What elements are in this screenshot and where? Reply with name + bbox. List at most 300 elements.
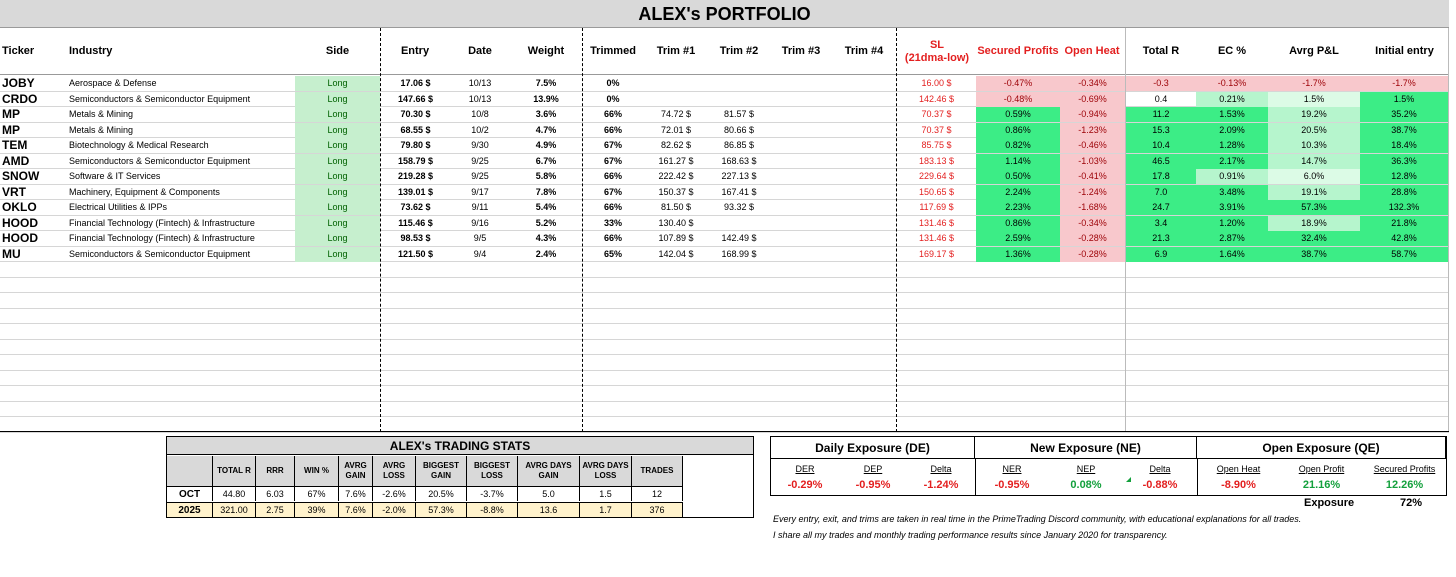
cell-secured[interactable]: 0.82% [976,138,1060,153]
stats-header: TOTAL R [213,456,256,486]
header-side[interactable]: Side [325,45,350,57]
table-row [0,92,1449,108]
stats-title: ALEX's TRADING STATS [167,437,753,455]
footer-note-1: Every entry, exit, and trims are taken in real time in the PrimeTrading Discord community, with educational explanations for all trades. [773,514,1302,524]
cell-total-r[interactable]: 0.4 [1154,93,1168,104]
cell-secured[interactable]: 2.59% [976,231,1060,246]
exposure-item-label: NER [1002,464,1022,474]
cell-industry[interactable]: Software & IT Services [69,171,161,181]
table-row [0,386,1449,402]
cell-ticker[interactable]: CRDO [2,91,38,106]
cell-side[interactable]: Long [295,200,380,215]
cell-avg-pl[interactable]: 19.2% [1268,107,1360,122]
cell-ec[interactable]: 3.91% [1196,200,1268,215]
exposure-item-value: -0.95% [994,479,1030,491]
cell-trimmed[interactable]: 65% [603,248,622,259]
cell-initial[interactable]: 42.8% [1360,231,1448,246]
stats-row-label: OCT [167,486,213,501]
table-row [0,324,1449,340]
cell-trim1[interactable]: 130.40 $ [658,217,694,228]
cell-trim1[interactable]: 161.27 $ [658,155,694,166]
table-row [0,340,1449,356]
cell-trim1[interactable]: 150.37 $ [658,186,694,197]
trading-stats-panel [166,436,754,518]
table-row [0,138,1449,154]
cell-weight[interactable]: 7.8% [535,186,557,197]
cell-secured[interactable]: 0.86% [976,123,1060,138]
cell-side[interactable]: Long [295,107,380,122]
header-ticker[interactable]: Ticker [2,45,35,57]
stats-value: 5.0 [518,486,580,501]
stats-row-label: 2025 [167,502,213,517]
header-open-heat[interactable]: Open Heat [1064,45,1120,57]
cell-initial[interactable]: -1.7% [1360,76,1448,91]
cell-trim2[interactable] [708,92,770,107]
cell-industry[interactable]: Financial Technology (Fintech) & Infrastructure [69,233,255,243]
cell-initial[interactable]: 35.2% [1360,107,1448,122]
cell-side[interactable]: Long [295,169,380,184]
exposure-item-value: -8.90% [1221,479,1256,491]
table-row [0,154,1449,170]
cell-weight[interactable]: 5.2% [535,217,557,228]
stats-header: TRADES [632,456,683,486]
table-row [0,231,1449,247]
header-secured-profits[interactable]: Secured Profits [977,45,1059,57]
cell-initial[interactable]: 58.7% [1360,247,1448,262]
cell-industry[interactable]: Metals & Mining [69,109,134,119]
cell-avg-pl[interactable]: 57.3% [1268,200,1360,215]
cell-side[interactable]: Long [295,154,380,169]
cell-entry[interactable]: 158.79 $ [397,155,434,166]
cell-trimmed[interactable]: 67% [603,140,622,150]
cell-weight[interactable]: 13.9% [533,93,559,104]
table-row [0,371,1449,387]
cell-secured[interactable]: 2.24% [976,185,1060,200]
cell-industry[interactable]: Aerospace & Defense [69,78,157,88]
cell-side[interactable]: Long [295,123,380,138]
stats-header: RRR [256,456,295,486]
cell-trim2[interactable]: 168.99 $ [721,248,757,259]
cell-trimmed[interactable]: 67% [603,155,622,166]
cell-date[interactable]: 9/30 [471,140,489,150]
cell-open-heat[interactable]: -0.34% [1060,76,1125,91]
exposure-item-label: Secured Profits [1373,464,1436,474]
cell-secured[interactable]: 2.23% [976,200,1060,215]
cell-trimmed[interactable]: 66% [603,233,622,243]
cell-side[interactable]: Long [295,92,380,107]
cell-initial[interactable]: 132.3% [1360,200,1448,215]
cell-sl[interactable]: 229.64 $ [918,171,955,181]
exposure-item-label: Delta [1149,464,1171,474]
cell-sl[interactable]: 70.37 $ [921,124,952,135]
cell-open-heat[interactable]: -1.03% [1060,154,1125,169]
cell-side[interactable]: Long [295,231,380,246]
cell-ticker[interactable]: VRT [2,184,26,199]
cell-trim1[interactable] [644,76,708,91]
cell-total-r[interactable]: 10.4 [1126,138,1196,153]
cell-trim2[interactable] [708,76,770,91]
stats-value: 6.03 [256,486,295,501]
cell-total-r[interactable]: 21.3 [1126,231,1196,246]
header-trimmed[interactable]: Trimmed [590,45,636,57]
cell-ec[interactable]: 1.28% [1196,138,1268,153]
stats-value: 2.75 [256,502,295,517]
cell-initial[interactable]: 21.8% [1360,216,1448,231]
cell-total-r[interactable]: 11.2 [1126,107,1196,122]
cell-trimmed[interactable]: 66% [603,202,622,212]
cell-total-r[interactable]: 46.5 [1126,154,1196,169]
cell-trimmed[interactable]: 0% [606,78,620,88]
exposure-group-title: New Exposure (NE) [975,437,1197,459]
header-date[interactable]: Date [468,45,492,57]
cell-sl[interactable]: 70.37 $ [921,109,952,119]
cell-industry[interactable]: Financial Technology (Fintech) & Infrastructure [69,217,255,228]
cell-trim2[interactable]: 167.41 $ [721,186,757,197]
cell-trim2[interactable]: 80.66 $ [723,124,755,135]
cell-ticker[interactable]: AMD [2,153,30,168]
cell-entry[interactable]: 79.80 $ [400,140,431,150]
stats-value: 13.6 [518,502,580,517]
cell-trim1[interactable]: 74.72 $ [660,109,692,119]
cell-entry[interactable]: 98.53 $ [400,233,431,243]
cell-sl[interactable]: 142.46 $ [918,93,955,104]
cell-ec[interactable]: 3.48% [1196,185,1268,200]
cell-entry[interactable]: 121.50 $ [397,248,434,259]
cell-total-r[interactable]: 17.8 [1126,169,1196,184]
stats-header: BIGGEST LOSS [467,456,518,486]
header-weight[interactable]: Weight [527,45,565,57]
exposure-item-label: Open Profit [1298,464,1345,474]
cell-sl[interactable]: 131.46 $ [918,217,955,228]
stats-corner [167,456,213,486]
cell-sl[interactable]: 169.17 $ [918,248,955,259]
header-sl-line1: SL [929,38,945,51]
cell-open-heat[interactable]: -0.28% [1060,247,1125,262]
cell-trim2[interactable]: 227.13 $ [721,171,757,181]
cell-ticker[interactable]: SNOW [2,169,40,183]
stats-header: AVRG LOSS [373,456,416,486]
table-row [0,200,1449,216]
header-industry[interactable]: Industry [69,45,113,57]
cell-entry[interactable]: 139.01 $ [397,186,434,197]
cell-side[interactable]: Long [295,185,380,200]
exposure-item-label: Delta [930,464,952,474]
cell-industry[interactable]: Biotechnology & Medical Research [69,140,209,150]
cell-open-heat[interactable]: -1.23% [1060,123,1125,138]
cell-total-r[interactable]: 15.3 [1126,123,1196,138]
table-row [0,185,1449,201]
stats-value: 12 [632,486,683,501]
stats-value: -2.0% [373,502,416,517]
cell-entry[interactable]: 73.62 $ [400,202,431,212]
cell-secured[interactable]: 1.14% [976,154,1060,169]
cell-open-heat[interactable]: -0.41% [1060,169,1125,184]
cell-total-r[interactable]: -0.3 [1126,76,1196,91]
cell-total-r[interactable]: 24.7 [1126,200,1196,215]
cell-open-heat[interactable]: -1.24% [1060,185,1125,200]
exposure-item-label: Open Heat [1216,464,1261,474]
cell-industry[interactable]: Semiconductors & Semiconductor Equipment [69,155,251,166]
cell-secured[interactable]: 0.86% [976,216,1060,231]
stats-value: 1.5 [580,486,632,501]
cell-initial[interactable]: 38.7% [1360,123,1448,138]
cell-total-r[interactable]: 6.9 [1126,247,1196,262]
stats-value: 1.7 [580,502,632,517]
header-trim4[interactable]: Trim #4 [844,45,884,57]
cell-side[interactable]: Long [295,216,380,231]
cell-total-r[interactable]: 3.4 [1126,216,1196,231]
header-entry[interactable]: Entry [400,45,430,57]
cell-ticker[interactable]: MP [2,122,20,137]
stats-value: 376 [632,502,683,517]
cell-weight[interactable]: 4.3% [535,233,557,243]
stats-header: WIN % [295,456,339,486]
table-row [0,293,1449,309]
exposure-item-value: 12.26% [1385,479,1424,491]
cell-entry[interactable]: 17.06 $ [400,78,431,88]
header-trim3[interactable]: Trim #3 [781,45,821,57]
exposure-group-title: Daily Exposure (DE) [771,437,975,459]
table-row [0,278,1449,294]
stats-value: 7.6% [339,486,373,501]
stats-value: 7.6% [339,502,373,517]
cell-total-r[interactable]: 7.0 [1126,185,1196,200]
cell-ec[interactable]: 1.20% [1196,216,1268,231]
cell-initial[interactable]: 12.8% [1360,169,1448,184]
cell-date[interactable]: 9/16 [471,217,489,228]
cell-secured[interactable]: -0.47% [976,76,1060,91]
cell-date[interactable]: 9/5 [473,233,487,243]
cell-ec[interactable]: 0.21% [1196,92,1268,107]
header-initial-entry[interactable]: Initial entry [1375,45,1434,57]
cell-weight[interactable]: 4.9% [535,140,557,150]
cell-sl[interactable]: 117.69 $ [919,202,954,212]
cell-ticker[interactable]: TEM [2,138,28,152]
table-row [0,309,1449,325]
cell-ec[interactable]: 1.53% [1196,107,1268,122]
page-title: ALEX's PORTFOLIO [0,0,1449,28]
table-row [0,107,1449,123]
cell-trimmed[interactable]: 67% [603,186,622,197]
header-total-r[interactable]: Total R [1142,45,1180,57]
cell-weight[interactable]: 6.7% [535,155,557,166]
cell-ec[interactable]: 0.91% [1196,169,1268,184]
cell-secured[interactable]: 0.50% [976,169,1060,184]
cell-avg-pl[interactable]: -1.7% [1268,76,1360,91]
cell-trimmed[interactable]: 66% [603,171,622,181]
exposure-item-value: -0.88% [1142,479,1178,491]
positions-table [0,76,1449,433]
cell-industry[interactable]: Machinery, Equipment & Components [69,186,220,197]
exposure-item-value: 0.08% [1070,479,1102,491]
exposure-item-label: NEP [1076,464,1096,474]
column-divider [1448,28,1449,432]
exposure-group-title: Open Exposure (QE) [1197,437,1446,459]
cell-avg-pl[interactable]: 1.5% [1268,92,1360,107]
cell-ec[interactable]: 2.17% [1196,154,1268,169]
cell-secured[interactable]: 0.59% [976,107,1060,122]
cell-date[interactable]: 10/2 [471,124,489,135]
cell-weight[interactable]: 4.7% [535,124,557,135]
cell-trim1[interactable]: 222.42 $ [658,171,694,181]
cell-sl[interactable]: 16.00 $ [921,78,952,88]
cell-industry[interactable]: Semiconductors & Semiconductor Equipment [69,93,251,104]
cell-ticker[interactable]: HOOD [2,231,38,245]
cell-date[interactable]: 10/13 [468,93,492,104]
header-trim2[interactable]: Trim #2 [719,45,759,57]
exposure-item-label: DER [795,464,815,474]
cell-side[interactable]: Long [295,138,380,153]
cell-trimmed[interactable]: 0% [606,93,620,104]
cell-trim2[interactable]: 142.49 $ [721,233,757,243]
cell-entry[interactable]: 219.28 $ [397,171,434,181]
cell-trim2[interactable]: 86.85 $ [723,140,755,150]
cell-trim1[interactable] [644,92,708,107]
exposure-item-value: 21.16% [1302,479,1341,491]
column-header-row [0,28,1449,75]
cell-trim1[interactable]: 82.62 $ [660,140,692,150]
cell-initial[interactable]: 36.3% [1360,154,1448,169]
cell-ec[interactable]: 1.64% [1196,247,1268,262]
cell-secured[interactable]: 1.36% [976,247,1060,262]
cell-trim2[interactable]: 81.57 $ [723,109,755,119]
stats-header: AVRG DAYS LOSS [580,456,632,486]
cell-trimmed[interactable]: 33% [603,217,622,228]
cell-date[interactable]: 9/11 [471,202,489,212]
cell-ticker[interactable]: HOOD [2,215,38,230]
cell-weight[interactable]: 5.8% [535,171,557,181]
header-trim1[interactable]: Trim #1 [656,45,696,57]
table-row [0,123,1449,139]
cell-weight[interactable]: 7.5% [535,78,557,88]
cell-ticker[interactable]: MU [2,246,21,261]
stats-value: -3.7% [467,486,518,501]
stats-header: AVRG DAYS GAIN [518,456,580,486]
cell-date[interactable]: 9/25 [471,155,489,166]
stats-value: 44.80 [213,486,256,501]
cell-ticker[interactable]: MP [2,107,20,121]
cell-date[interactable]: 9/4 [473,248,487,259]
cell-industry[interactable]: Electrical Utilities & IPPs [69,202,168,212]
cell-trim2[interactable]: 168.63 $ [721,155,757,166]
comment-marker-icon [1126,477,1131,482]
column-divider [896,28,897,432]
footer-note-2: I share all my trades and monthly trading performance results since January 2020 for transparency. [773,530,1168,540]
stats-value: 39% [295,502,339,517]
cell-sl[interactable]: 183.13 $ [918,155,955,166]
cell-trim1[interactable]: 72.01 $ [660,124,692,135]
cell-ec[interactable]: 2.09% [1196,123,1268,138]
cell-trim2[interactable]: 93.32 $ [723,202,755,212]
cell-open-heat[interactable]: -0.34% [1060,216,1125,231]
table-row [0,402,1449,418]
cell-trim1[interactable]: 107.89 $ [658,233,694,243]
cell-ec[interactable]: 2.87% [1196,231,1268,246]
cell-secured[interactable]: -0.48% [976,92,1060,107]
cell-trim2[interactable] [708,216,770,231]
stats-value: 57.3% [416,502,467,517]
cell-open-heat[interactable]: -0.46% [1060,138,1125,153]
cell-avg-pl[interactable]: 32.4% [1268,231,1360,246]
exposure-panel [770,436,1447,496]
cell-trim1[interactable]: 142.04 $ [658,248,694,259]
exposure-item-value: -1.24% [923,479,959,491]
exposure-item-label: DEP [863,464,883,474]
stats-value: 20.5% [416,486,467,501]
cell-avg-pl[interactable]: 6.0% [1268,169,1360,184]
table-row [0,262,1449,278]
cell-ticker[interactable]: JOBY [2,76,35,90]
cell-weight[interactable]: 3.6% [535,109,557,119]
table-row [0,169,1449,185]
cell-industry[interactable]: Semiconductors & Semiconductor Equipment [69,248,251,259]
exposure-total-value: 72% [1400,497,1423,509]
cell-entry[interactable]: 70.30 $ [400,109,431,119]
stats-header: BIGGEST GAIN [416,456,467,486]
cell-initial[interactable]: 1.5% [1360,92,1448,107]
stats-header: AVRG GAIN [339,456,373,486]
cell-initial[interactable]: 28.8% [1360,185,1448,200]
cell-ticker[interactable]: OKLO [2,200,37,214]
cell-avg-pl[interactable]: 38.7% [1268,247,1360,262]
cell-sl[interactable]: 131.46 $ [918,233,955,243]
cell-entry[interactable]: 115.46 $ [398,217,433,228]
stats-value: 321.00 [213,502,256,517]
cell-entry[interactable]: 147.66 $ [397,93,434,104]
cell-side[interactable]: Long [295,247,380,262]
cell-open-heat[interactable]: -1.68% [1060,200,1125,215]
cell-avg-pl[interactable]: 14.7% [1268,154,1360,169]
cell-trim1[interactable]: 81.50 $ [660,202,692,212]
cell-open-heat[interactable]: -0.94% [1060,107,1125,122]
header-sl-line2: (21dma-low) [904,51,970,64]
table-row [0,76,1449,92]
cell-sl[interactable]: 150.65 $ [918,186,955,197]
exposure-item-value: -0.29% [787,479,823,491]
cell-date[interactable]: 10/13 [468,78,492,88]
cell-avg-pl[interactable]: 19.1% [1268,185,1360,200]
table-row [0,355,1449,371]
cell-avg-pl[interactable]: 20.5% [1268,123,1360,138]
cell-sl[interactable]: 85.75 $ [921,140,952,150]
cell-initial[interactable]: 18.4% [1360,138,1448,153]
cell-trimmed[interactable]: 66% [603,109,622,119]
cell-entry[interactable]: 68.55 $ [400,124,431,135]
column-divider [380,28,381,432]
stats-value: 67% [295,486,339,501]
cell-date[interactable]: 9/25 [471,171,489,181]
cell-avg-pl[interactable]: 18.9% [1268,216,1360,231]
header-ec[interactable]: EC % [1217,45,1247,57]
cell-industry[interactable]: Metals & Mining [69,124,134,135]
cell-open-heat[interactable]: -0.69% [1060,92,1125,107]
stats-value: -8.8% [467,502,518,517]
cell-trimmed[interactable]: 66% [603,124,622,135]
cell-side[interactable]: Long [295,76,380,91]
cell-ec[interactable]: -0.13% [1196,76,1268,91]
column-divider [582,28,583,432]
cell-date[interactable]: 9/17 [471,186,489,197]
cell-date[interactable]: 10/8 [471,109,489,119]
stats-value: -2.6% [373,486,416,501]
cell-weight[interactable]: 2.4% [535,248,557,259]
cell-open-heat[interactable]: -0.28% [1060,231,1125,246]
table-row [0,247,1449,263]
cell-avg-pl[interactable]: 10.3% [1268,138,1360,153]
header-avg-pl[interactable]: Avrg P&L [1289,45,1339,57]
cell-weight[interactable]: 5.4% [535,202,557,212]
header-stop-loss[interactable] [898,28,976,75]
